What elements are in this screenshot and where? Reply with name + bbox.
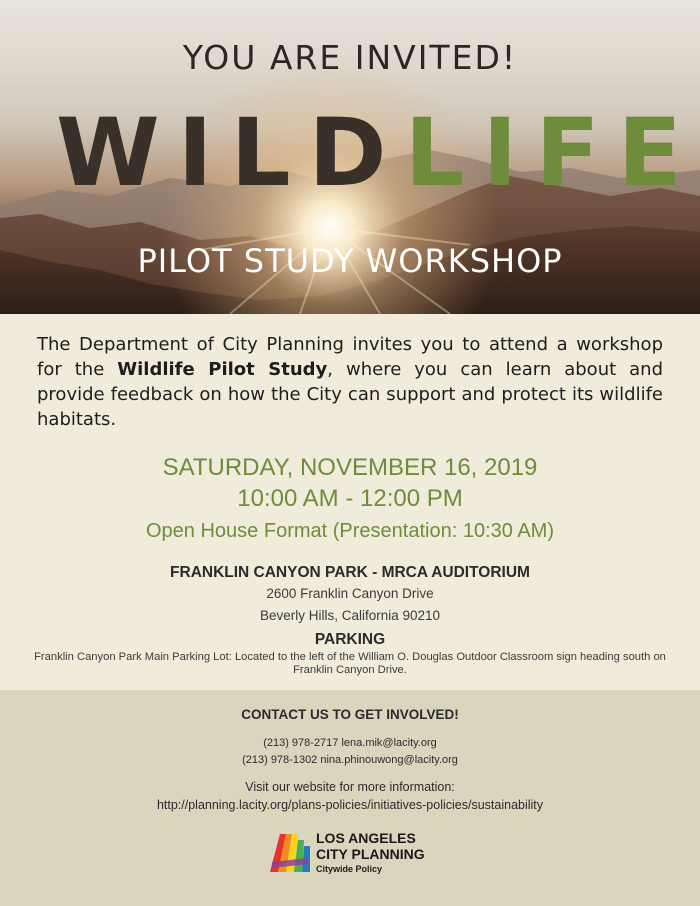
- parking-heading: PARKING: [314, 631, 386, 648]
- intro-paragraph: [37, 332, 663, 432]
- contact-heading: CONTACT US TO GET INVOLVED!: [241, 707, 459, 722]
- event-date: SATURDAY, NOVEMBER 16, 2019: [162, 454, 538, 481]
- wildlife-title: [56, 99, 700, 208]
- hero-banner: [0, 0, 700, 314]
- logo-line-division: Citywide Policy: [316, 864, 383, 874]
- intro-text-end: , where you can learn about and provide feedback on how the City can support and protect its wildlife habitats.: [37, 359, 664, 430]
- website-url: http://planning.lacity.org/plans-policies/initiatives-policies/sustainability: [156, 798, 544, 812]
- contact-line-nina: (213) 978-1302 nina.phinouwong@lacity.org: [242, 754, 458, 766]
- title-wild-part: WILD: [56, 99, 405, 208]
- address-street: 2600 Franklin Canyon Drive: [266, 586, 434, 601]
- event-details: [0, 314, 700, 690]
- contact-section: [0, 690, 700, 906]
- address-city: Beverly Hills, California 90210: [259, 608, 441, 623]
- city-planning-logo-icon: [268, 832, 310, 874]
- la-city-planning-logo: [268, 830, 448, 876]
- venue-name: FRANKLIN CANYON PARK - MRCA AUDITORIUM: [170, 564, 530, 581]
- website-prompt: Visit our website for more information:: [245, 780, 455, 794]
- logo-line-city: LOS ANGELES: [316, 830, 416, 846]
- event-time: 10:00 AM - 12:00 PM: [237, 485, 463, 512]
- intro-study-name: Wildlife Pilot Study: [117, 359, 328, 380]
- parking-directions: Franklin Canyon Park Main Parking Lot: Located to the left of the William O. Douglas Outdoor Classroom sign heading south on Franklin Canyon Drive.: [34, 651, 666, 676]
- workshop-subtitle: PILOT STUDY WORKSHOP: [137, 242, 563, 280]
- title-life-part: LIFE: [404, 99, 700, 208]
- intro-text-start: The Department of City Planning invites you to attend a workshop for the: [37, 334, 663, 380]
- contact-line-lena: (213) 978-2717 lena.mik@lacity.org: [263, 737, 437, 749]
- event-format: Open House Format (Presentation: 10:30 AM): [146, 520, 554, 542]
- invitation-heading: YOU ARE INVITED!: [182, 38, 518, 77]
- logo-line-planning: CITY PLANNING: [316, 846, 425, 862]
